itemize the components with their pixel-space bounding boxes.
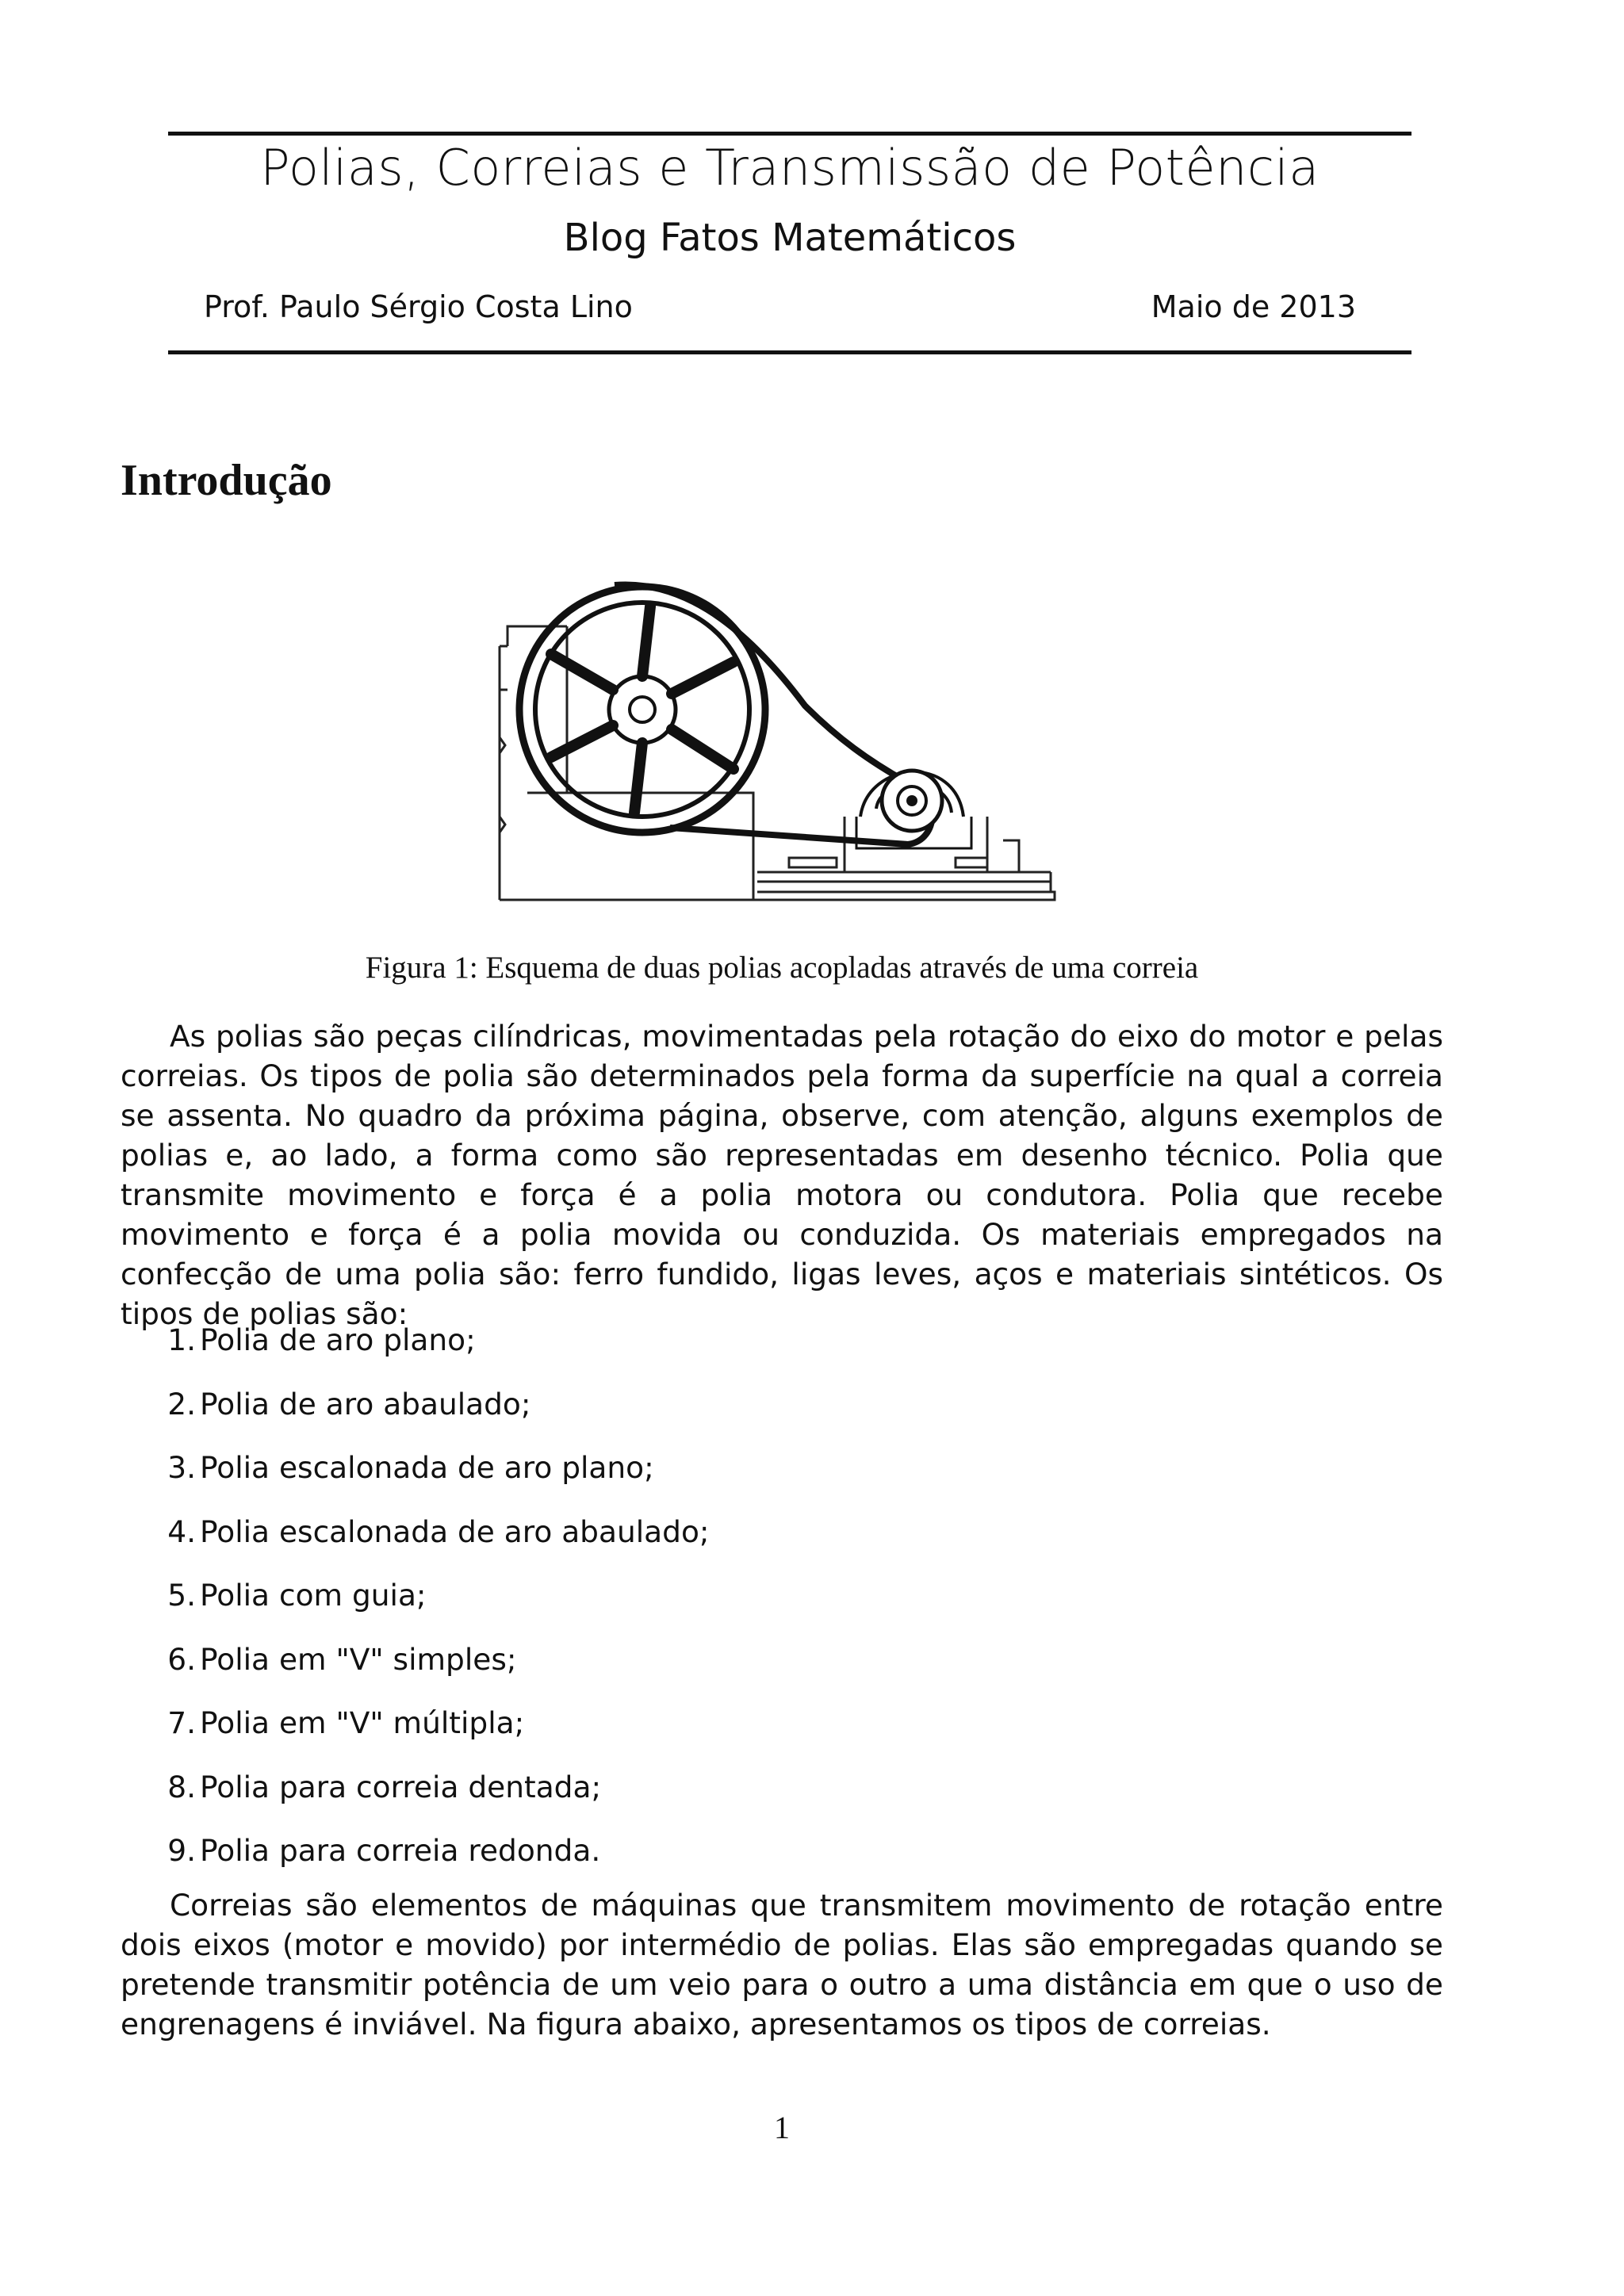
- list-item-text: Polia de aro abaulado;: [200, 1386, 531, 1422]
- list-item: [121, 1640, 1310, 1704]
- document-subtitle: Blog Fatos Matemáticos: [563, 216, 1017, 260]
- document-date: Maio de 2013: [1151, 289, 1356, 324]
- pulley-belt-illustration: [496, 579, 1067, 912]
- list-item-number: 3.: [167, 1450, 196, 1485]
- list-item-text: Polia escalonada de aro plano;: [200, 1450, 654, 1485]
- list-item-number: 2.: [167, 1386, 196, 1422]
- large-pulley: [519, 587, 765, 832]
- list-item-text: Polia com guia;: [200, 1578, 427, 1613]
- right-baseplate: [757, 872, 1055, 900]
- list-item-number: 7.: [167, 1705, 196, 1740]
- header-top-rule: [168, 132, 1411, 136]
- author-name: Prof. Paulo Sérgio Costa Lino: [204, 289, 633, 324]
- pulley-types-list: [121, 1320, 1310, 1895]
- list-item: [121, 1320, 1310, 1384]
- intro-paragraph: As polias são peças cilíndricas, movimentadas pela rotação do eixo do motor e pelas correias. Os tipos de polia são determinados pela forma da superfície na qual a correia se assenta. No quadro da próxima página, observe, com atenção, alguns exemplos de polias e, ao lado, a forma como são representadas em desenho técnico. Polia que transmite movimento e força é a polia motora ou condutora. Polia que recebe movimento e força é a polia movida ou conduzida. Os materiais empregados na confecção de uma polia são: ferro fundido, ligas leves, aços e materiais sintéticos. Os tipos de polias são:: [121, 1019, 1443, 1331]
- page-number: 1: [774, 2110, 790, 2145]
- figure-caption: Figura 1: Esquema de duas polias acopladas através de uma correia: [365, 951, 1199, 985]
- bolt-left: [789, 858, 837, 867]
- list-item-number: 6.: [167, 1641, 196, 1677]
- document-title: Polias, Correias e Transmissão de Potência: [260, 139, 1320, 197]
- list-item: [121, 1448, 1310, 1512]
- list-item-text: Polia em "V" múltipla;: [200, 1705, 525, 1740]
- list-item: [121, 1575, 1310, 1640]
- list-item-text: Polia para correia dentada;: [200, 1769, 602, 1804]
- list-item-text: Polia para correia redonda.: [200, 1833, 601, 1868]
- belts-paragraph: Correias são elementos de máquinas que transmitem movimento de rotação entre dois eixos (motor e movido) por intermédio de polias. Elas são empregadas quando se pretende transmitir potência de um veio para o outro a uma distância em que o uso de engrenagens é inviável. Na figura abaixo, apresentamos os tipos de correias.: [121, 1888, 1443, 2042]
- bolt-right: [956, 858, 987, 867]
- list-item: [121, 1512, 1310, 1576]
- small-pulley: [856, 771, 971, 848]
- header-bottom-rule: [168, 350, 1411, 354]
- list-item-number: 5.: [167, 1578, 196, 1613]
- list-item-number: 4.: [167, 1513, 196, 1549]
- list-item-number: 1.: [167, 1322, 196, 1357]
- list-item: [121, 1384, 1310, 1448]
- section-heading: Introdução: [121, 456, 332, 505]
- list-item-text: Polia em "V" simples;: [200, 1641, 517, 1677]
- list-item-number: 9.: [167, 1833, 196, 1868]
- list-item-number: 8.: [167, 1769, 196, 1804]
- list-item-text: Polia escalonada de aro abaulado;: [200, 1513, 710, 1549]
- list-item: [121, 1767, 1310, 1831]
- list-item: [121, 1703, 1310, 1767]
- list-item-text: Polia de aro plano;: [200, 1322, 476, 1357]
